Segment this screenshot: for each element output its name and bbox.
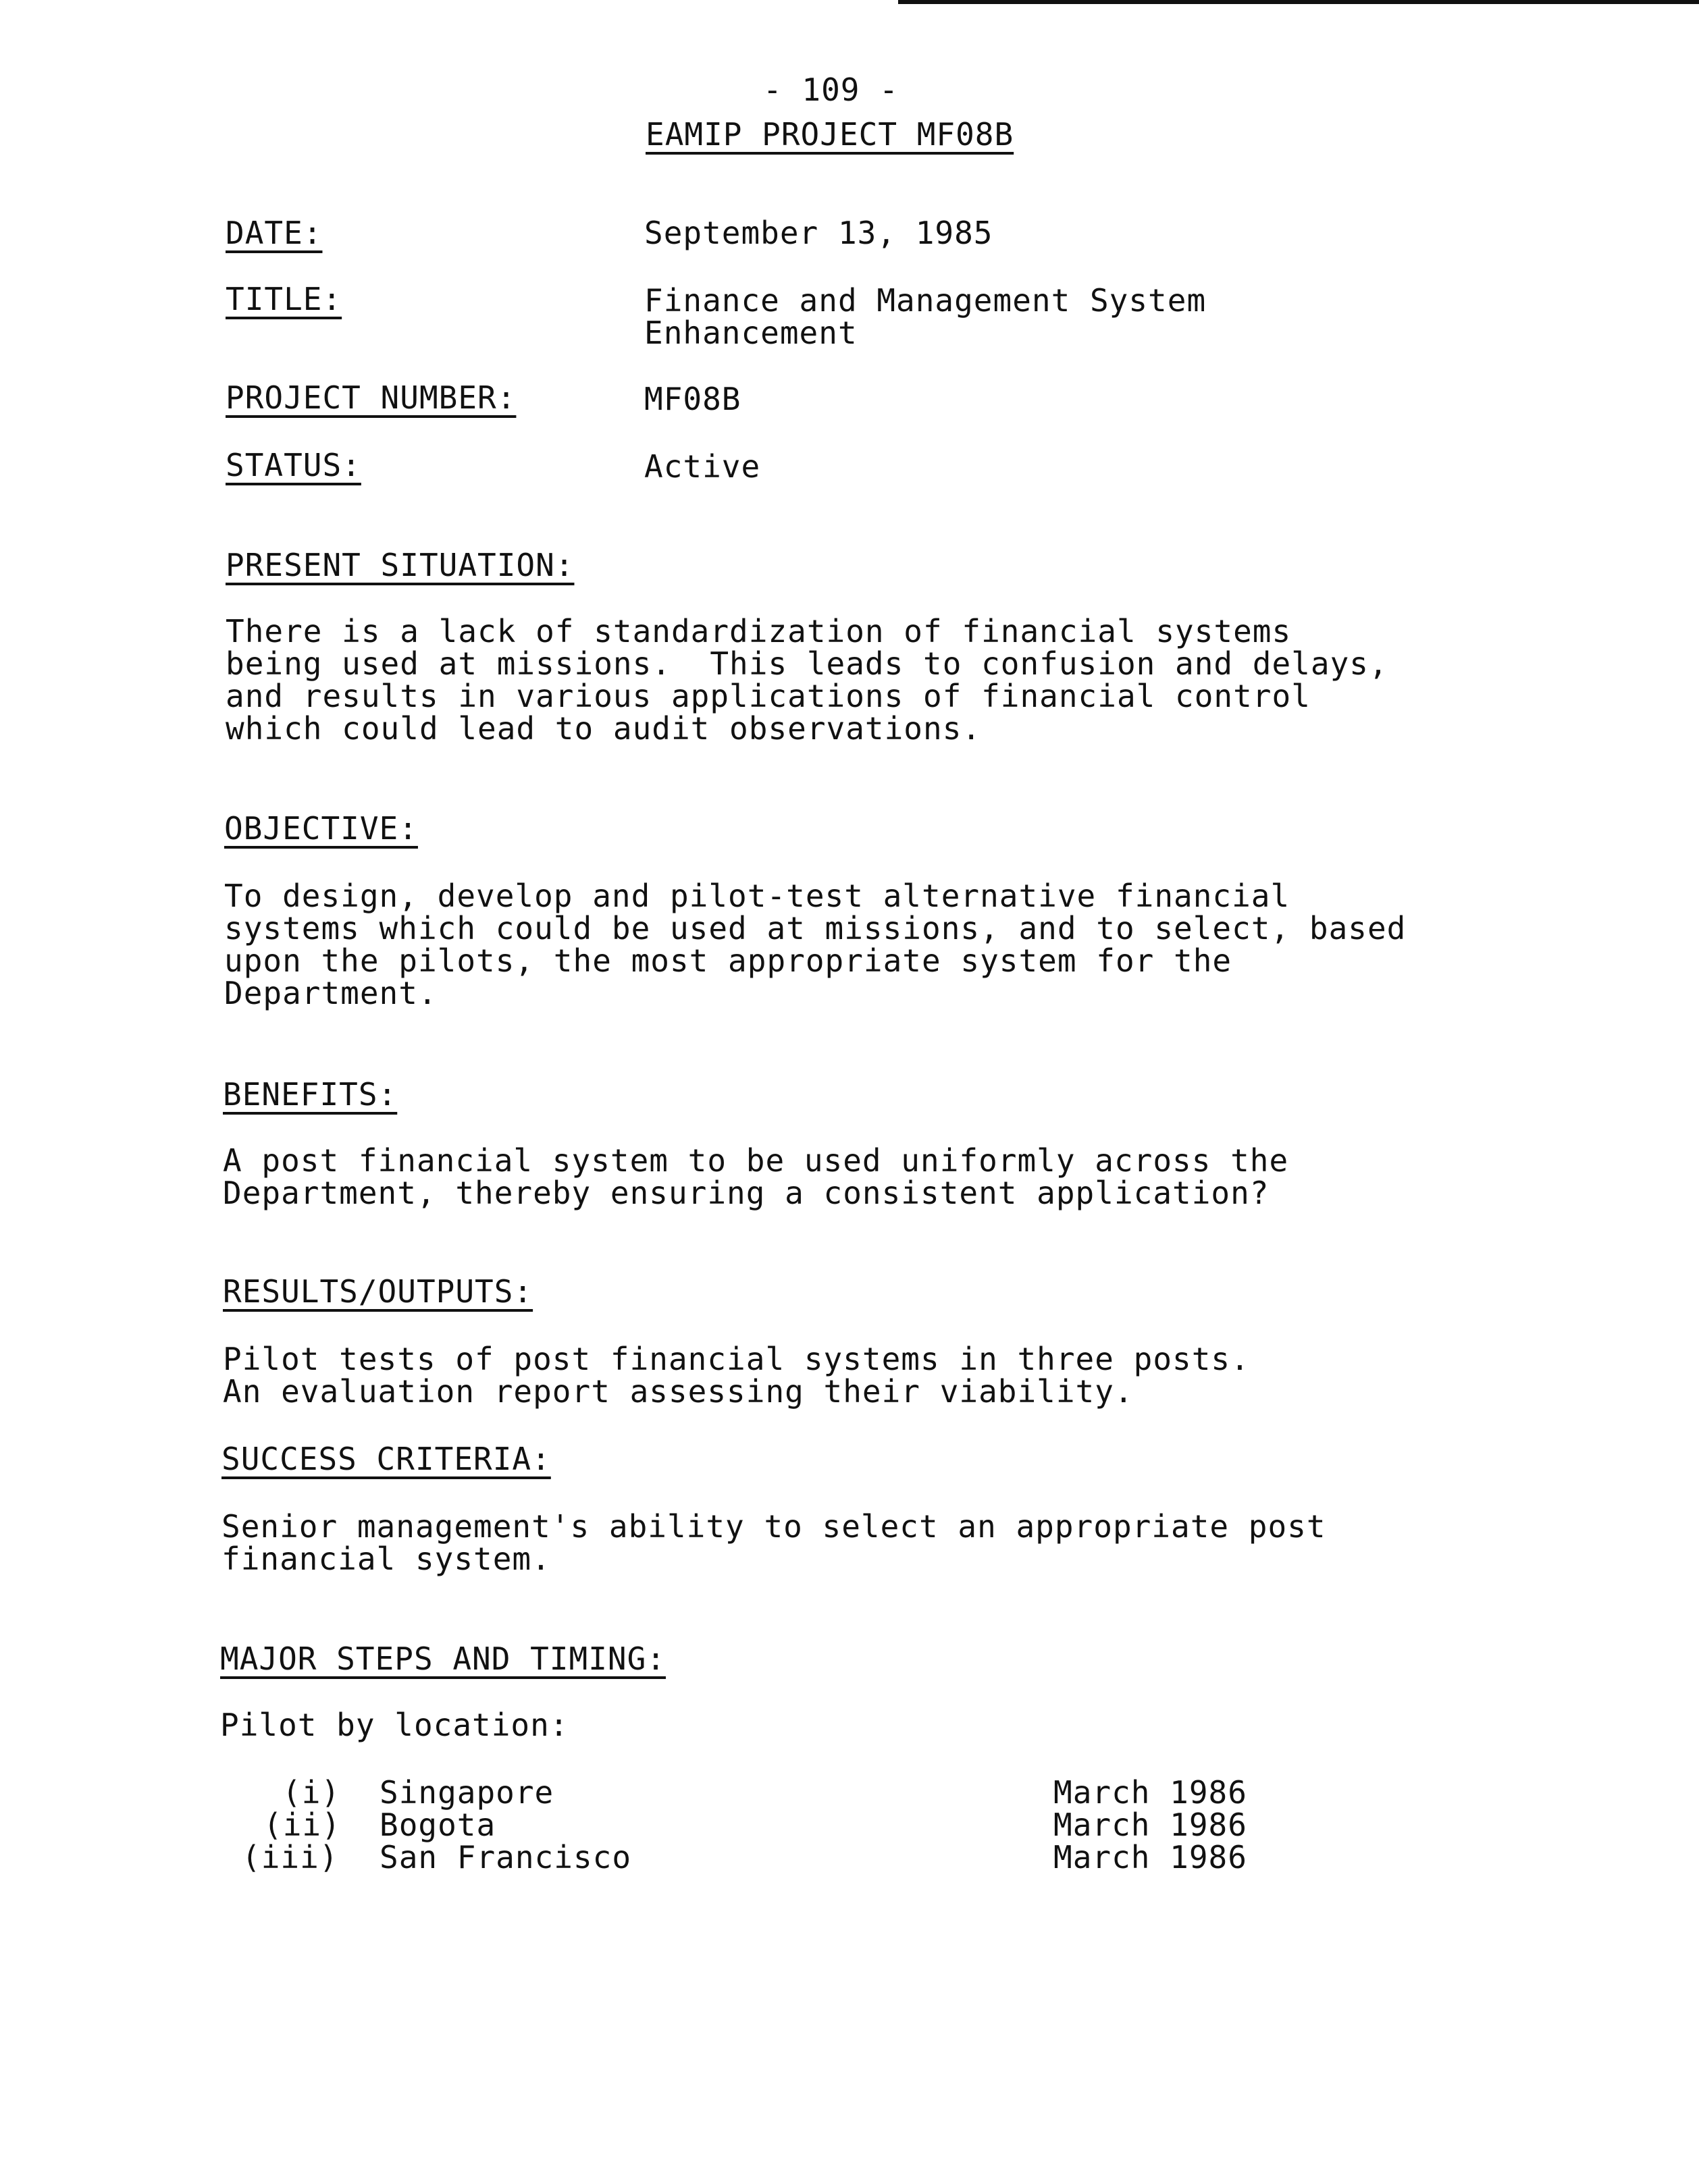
success-criteria-heading: SUCCESS CRITERIA: [221,1441,551,1477]
objective-line: systems which could be used at missions, and to select, based [224,910,1407,947]
benefits-heading: BENEFITS: [223,1076,398,1113]
benefits-line: Department, thereby ensuring a consistent application? [223,1175,1270,1211]
present-situation-line: which could lead to audit observations. [226,710,982,747]
title-value-line-2: Enhancement [644,315,858,351]
step-timing: March 1986 [1053,1774,1247,1811]
step-location: Singapore [380,1774,554,1811]
top-edge-line [898,0,1699,4]
title-value-line-1: Finance and Management System [644,282,1207,319]
date-value: September 13, 1985 [644,215,993,251]
success-criteria-line: financial system. [221,1541,551,1577]
status-label: STATUS: [226,447,361,483]
status-value: Active [644,448,761,485]
project-number-value: MF08B [644,381,741,417]
results-outputs-line: Pilot tests of post financial systems in three posts. [223,1341,1250,1377]
step-numeral: (ii) [263,1807,341,1843]
major-steps-intro: Pilot by location: [220,1707,569,1743]
step-location: Bogota [380,1807,496,1843]
objective-line: To design, develop and pilot-test alternative financial [224,878,1290,914]
step-location: San Francisco [380,1839,632,1875]
step-numeral: (i) [282,1774,341,1811]
project-number-label: PROJECT NUMBER: [226,379,517,416]
objective-heading: OBJECTIVE: [224,810,418,847]
date-label: DATE: [226,215,323,251]
step-numeral: (iii) [242,1839,339,1875]
results-outputs-line: An evaluation report assessing their viability. [223,1373,1134,1410]
document-title: EAMIP PROJECT MF08B [646,116,1014,153]
present-situation-line: being used at missions. This leads to confusion and delays, [226,645,1388,682]
objective-line: upon the pilots, the most appropriate system for the [224,942,1232,979]
major-steps-heading: MAJOR STEPS AND TIMING: [220,1641,666,1677]
page-number: - 109 - [763,72,899,108]
objective-line: Department. [224,975,438,1011]
success-criteria-line: Senior management's ability to select an appropriate post [221,1508,1326,1545]
present-situation-heading: PRESENT SITUATION: [226,547,575,583]
step-timing: March 1986 [1053,1839,1247,1875]
present-situation-line: There is a lack of standardization of financial systems [226,613,1292,649]
step-timing: March 1986 [1053,1807,1247,1843]
present-situation-line: and results in various applications of financial control [226,678,1311,714]
title-label: TITLE: [226,281,342,317]
benefits-line: A post financial system to be used uniformly across the [223,1142,1289,1179]
results-outputs-heading: RESULTS/OUTPUTS: [223,1273,533,1310]
